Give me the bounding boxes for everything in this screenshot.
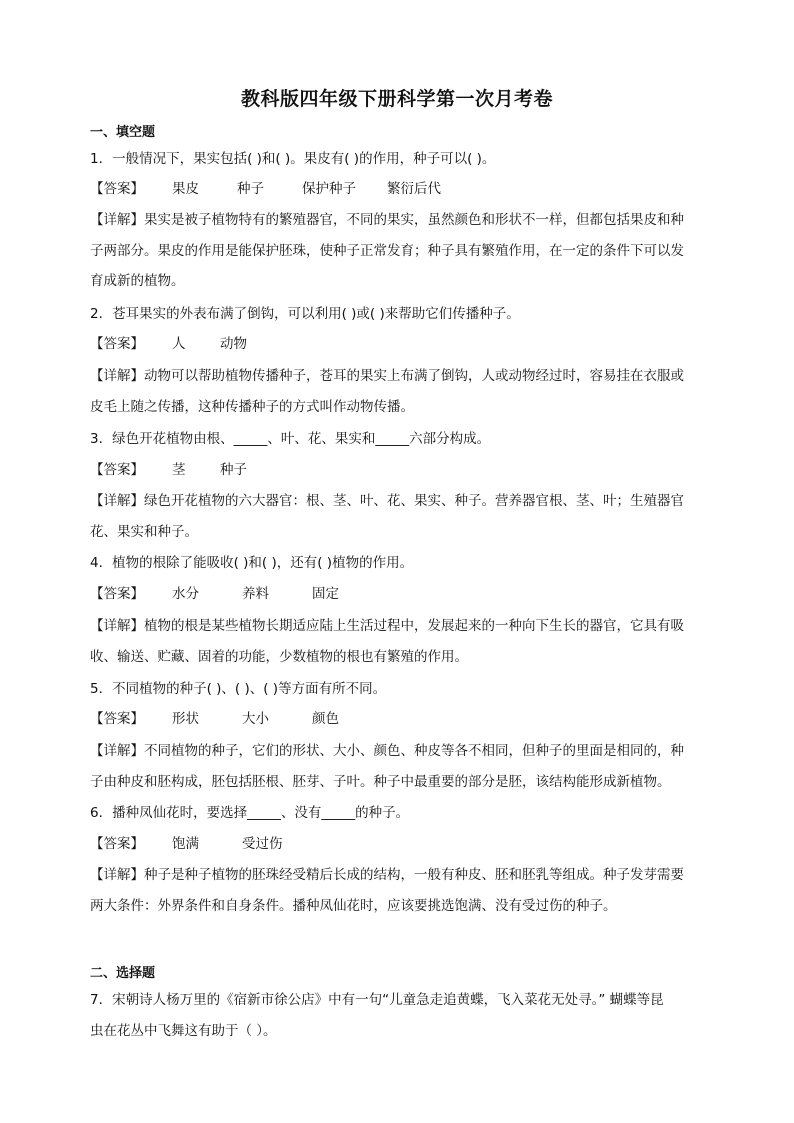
answer-label: 【答案】 <box>90 181 144 197</box>
answer-value: 形状 <box>172 711 199 727</box>
question-5-stem: 5．不同植物的种子( )、( )、( )等方面有所不同。 <box>90 681 387 697</box>
answer-value: 繁衍后代 <box>387 181 441 197</box>
question-2-answer <box>90 332 710 352</box>
question-6-answer <box>90 832 710 852</box>
page-title: 教科版四年级下册科学第一次月考卷 <box>240 88 553 110</box>
answer-value: 动物 <box>220 336 247 352</box>
question-3-answer <box>90 458 710 478</box>
question-3-detail: 【详解】绿色开花植物的六大器官：根、茎、叶、花、果实、种子。营养器官根、茎、叶；生殖器官 <box>90 493 684 509</box>
question-4-detail: 【详解】植物的根是某些植物长期适应陆上生活过程中，发展起来的一种向下生长的器官，它具有吸 <box>90 618 684 634</box>
section-heading-fill: 一、填空题 <box>90 125 156 140</box>
question-4-detail: 收、输送、贮藏、固着的功能，少数植物的根也有繁殖的作用。 <box>90 649 468 665</box>
question-1-stem: 1．一般情况下，果实包括( )和( )。果皮有( )的作用，种子可以( )。 <box>90 151 496 167</box>
answer-value: 颜色 <box>312 711 339 727</box>
answer-value: 人 <box>172 336 186 352</box>
answer-value: 种子 <box>220 462 247 478</box>
answer-value: 果皮 <box>172 181 199 197</box>
answer-label: 【答案】 <box>90 336 144 352</box>
question-6-stem: 6．播种凤仙花时，要选择_____、没有_____的种子。 <box>90 805 410 821</box>
question-1-detail: 子两部分。果皮的作用是能保护胚珠，使种子正常发育；种子具有繁殖作用，在一定的条件下可以发 <box>90 243 684 259</box>
answer-label: 【答案】 <box>90 836 144 852</box>
question-2-detail: 【详解】动物可以帮助植物传播种子，苍耳的果实上布满了倒钩，人或动物经过时，容易挂在衣服或 <box>90 368 684 384</box>
answer-value: 大小 <box>242 711 269 727</box>
question-1-detail: 育成新的植物。 <box>90 273 185 289</box>
answer-value: 保护种子 <box>302 181 356 197</box>
answer-value: 种子 <box>237 181 264 197</box>
answer-value: 养料 <box>242 586 269 602</box>
question-1-detail: 【详解】果实是被子植物特有的繁殖器官，不同的果实，虽然颜色和形状不一样，但都包括果皮和种 <box>90 212 684 228</box>
answer-value: 茎 <box>172 462 186 478</box>
question-6-detail: 【详解】种子是种子植物的胚珠经受精后长成的结构，一般有种皮、胚和胚乳等组成。种子发芽需要 <box>90 867 684 883</box>
answer-value: 受过伤 <box>242 836 283 852</box>
question-5-detail: 子由种皮和胚构成，胚包括胚根、胚芽、子叶。种子中最重要的部分是胚，该结构能形成新植物。 <box>90 774 671 790</box>
question-2-detail: 皮毛上随之传播，这种传播种子的方式叫作动物传播。 <box>90 399 414 415</box>
question-7-stem: 虫在花丛中飞舞这有助于（ ）。 <box>90 1023 277 1039</box>
answer-value: 饱满 <box>172 836 199 852</box>
question-4-answer <box>90 582 710 602</box>
question-5-detail: 【详解】不同植物的种子，它们的形状、大小、颜色、种皮等各不相同，但种子的里面是相同的，种 <box>90 743 684 759</box>
answer-value: 固定 <box>312 586 339 602</box>
question-4-stem: 4．植物的根除了能吸收( )和( )，还有( )植物的作用。 <box>90 555 414 571</box>
question-2-stem: 2．苍耳果实的外表布满了倒钩，可以利用( )或( )来帮助它们传播种子。 <box>90 306 520 322</box>
answer-label: 【答案】 <box>90 462 144 478</box>
question-5-answer <box>90 707 710 727</box>
question-7-stem: 7．宋朝诗人杨万里的《宿新市徐公店》中有一句“儿童急走追黄蝶，飞入菜花无处寻。” 蝴蝶等昆 <box>90 992 664 1008</box>
question-6-detail: 两大条件：外界条件和自身条件。播种凤仙花时，应该要挑选饱满、没有受过伤的种子。 <box>90 898 617 914</box>
question-3-detail: 花、果实和种子。 <box>90 524 198 540</box>
question-1-answer <box>90 177 710 197</box>
question-3-stem: 3．绿色开花植物由根、_____、叶、花、果实和_____六部分构成。 <box>90 431 491 447</box>
section-heading-choice: 二、选择题 <box>90 966 156 981</box>
answer-label: 【答案】 <box>90 586 144 602</box>
answer-value: 水分 <box>172 586 199 602</box>
answer-label: 【答案】 <box>90 711 144 727</box>
